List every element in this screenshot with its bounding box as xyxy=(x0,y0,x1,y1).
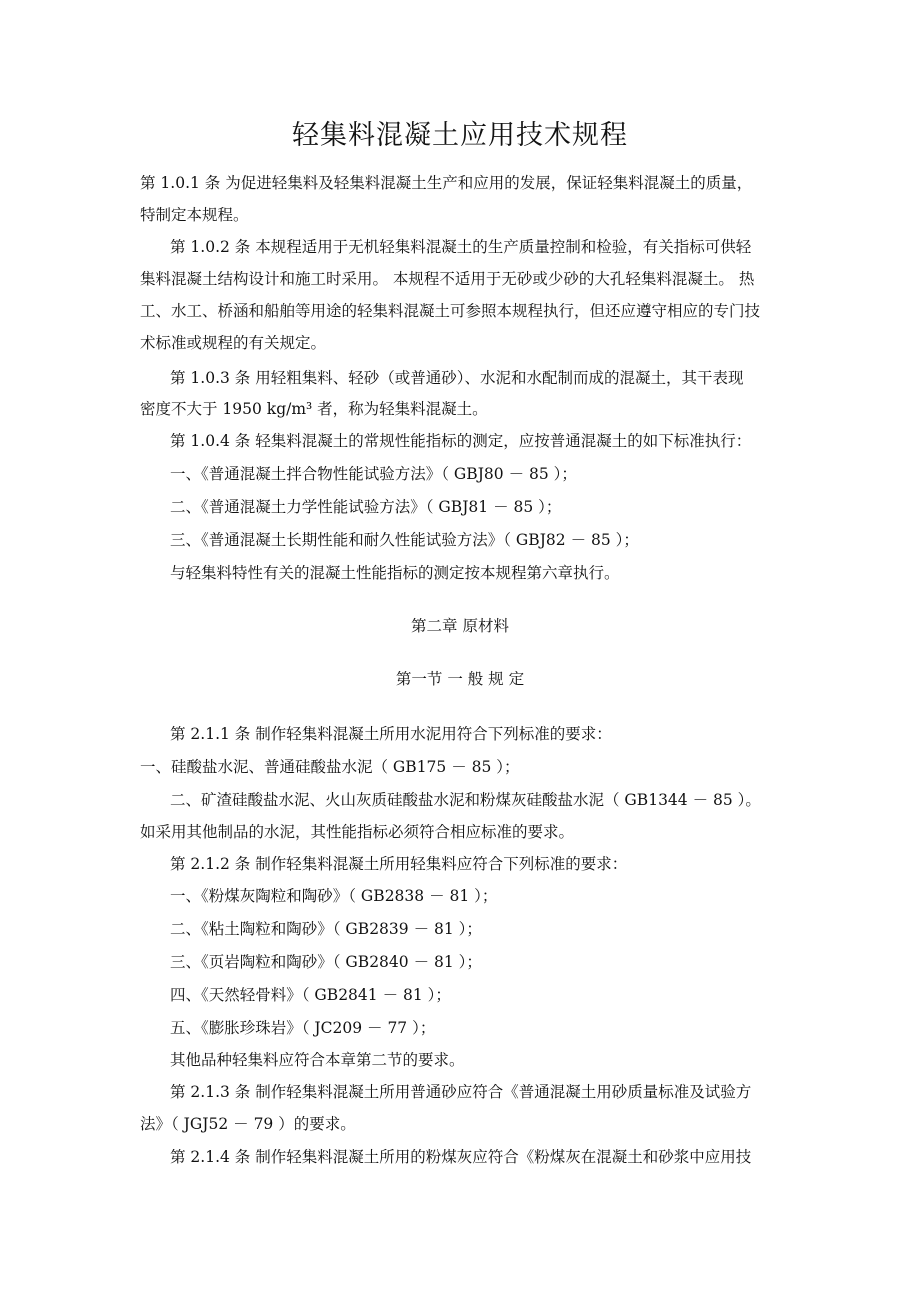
paragraph-line: 工、水工、桥涵和船舶等用途的轻集料混凝土可参照本规程执行，但还应遵守相应的专门技 xyxy=(140,302,761,320)
paragraph-line: 与轻集料特性有关的混凝土性能指标的测定按本规程第六章执行。 xyxy=(170,564,620,582)
list-item: 二、矿渣硅酸盐水泥、火山灰质硅酸盐水泥和粉煤灰硅酸盐水泥（ GB1344 － 85 ）。 xyxy=(170,791,761,809)
paragraph-line: 集料混凝土结构设计和施工时采用。 本规程不适用于无砂或少砂的大孔轻集料混凝土。 热 xyxy=(140,270,755,288)
paragraph-line: 第 1.0.2 条 本规程适用于无机轻集料混凝土的生产质量控制和检验，有关指标可供轻 xyxy=(170,238,752,256)
list-item: 三、《页岩陶粒和陶砂》（ GB2840 － 81 ）； xyxy=(170,953,482,971)
paragraph-line: 其他品种轻集料应符合本章第二节的要求。 xyxy=(170,1051,465,1069)
list-item: 一、《粉煤灰陶粒和陶砂》（ GB2838 － 81 ）； xyxy=(170,887,498,905)
paragraph-line: 第 2.1.1 条 制作轻集料混凝土所用水泥用符合下列标准的要求： xyxy=(170,725,612,743)
paragraph-line: 第 1.0.4 条 轻集料混凝土的常规性能指标的测定，应按普通混凝土的如下标准执行： xyxy=(170,432,752,450)
list-item: 一、硅酸盐水泥、普通硅酸盐水泥（ GB175 － 85 ）； xyxy=(140,758,520,776)
chapter-heading: 第二章 原材料 xyxy=(411,617,509,635)
paragraph-line: 法》（ JGJ52 － 79 ）的要求。 xyxy=(140,1115,356,1133)
list-item: 二、《粘土陶粒和陶砂》（ GB2839 － 81 ）； xyxy=(170,920,482,938)
list-item: 四、《天然轻骨料》（ GB2841 － 81 ）； xyxy=(170,986,451,1004)
list-item: 五、《膨胀珍珠岩》（ JC209 － 77 ）； xyxy=(170,1019,436,1037)
paragraph-line: 术标准或规程的有关规定。 xyxy=(140,334,327,352)
list-item: 二、《普通混凝土力学性能试验方法》（ GBJ81 － 85 ）； xyxy=(170,498,562,516)
paragraph-line: 第 2.1.2 条 制作轻集料混凝土所用轻集料应符合下列标准的要求： xyxy=(170,855,628,873)
paragraph-line: 第 2.1.4 条 制作轻集料混凝土所用的粉煤灰应符合《粉煤灰在混凝土和砂浆中应用技 xyxy=(170,1148,752,1166)
paragraph-line: 第 2.1.3 条 制作轻集料混凝土所用普通砂应符合《普通混凝土用砂质量标准及试验方 xyxy=(170,1083,752,1101)
paragraph-line: 如采用其他制品的水泥，其性能指标必须符合相应标准的要求。 xyxy=(140,823,575,841)
paragraph-line: 特制定本规程。 xyxy=(140,206,249,224)
list-item: 一、《普通混凝土拌合物性能试验方法》（ GBJ80 － 85 ）； xyxy=(170,465,577,483)
section-heading: 第一节 一 般 规 定 xyxy=(395,670,525,688)
paragraph-line: 第 1.0.3 条 用轻粗集料、轻砂（或普通砂）、水泥和水配制而成的混凝土，其干表现 xyxy=(170,369,744,387)
list-item: 三、《普通混凝土长期性能和耐久性能试验方法》（ GBJ82 － 85 ）； xyxy=(170,531,639,549)
paragraph-line: 密度不大于 1950 kg/m³ 者，称为轻集料混凝土。 xyxy=(140,400,488,418)
paragraph-line: 第 1.0.1 条 为促进轻集料及轻集料混凝土生产和应用的发展，保证轻集料混凝土的质量， xyxy=(140,174,753,192)
document-title: 轻集料混凝土应用技术规程 xyxy=(292,120,628,151)
